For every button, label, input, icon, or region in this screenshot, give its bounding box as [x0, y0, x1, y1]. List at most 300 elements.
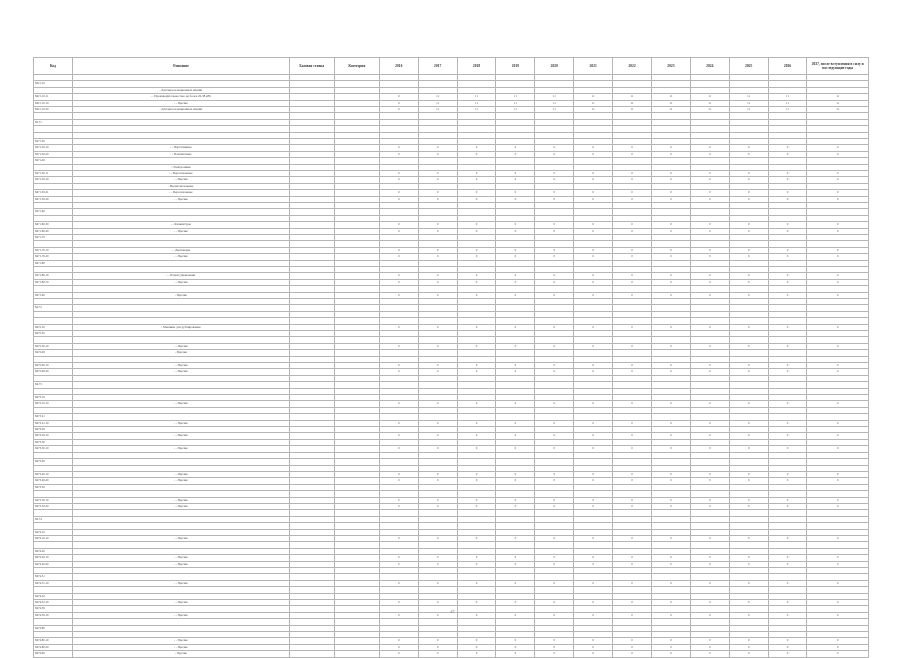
rate-cell: 0	[768, 478, 807, 484]
rate-cell: 0	[535, 433, 574, 439]
rate-cell: 0	[418, 273, 457, 279]
description-cell: - - Прочие	[72, 497, 289, 503]
rate-cell: 0	[690, 292, 729, 298]
rate-cell: 0	[574, 292, 613, 298]
rate-cell: 0	[729, 279, 768, 285]
rate-cell: 0	[690, 273, 729, 279]
rate-cell: 0	[418, 171, 457, 177]
rate-cell: 0	[729, 420, 768, 426]
table-header	[34, 58, 869, 75]
rate-cell: 0	[651, 401, 690, 407]
hs-code-cell: 8474.80	[34, 625, 73, 631]
rate-cell: 0	[574, 555, 613, 561]
hs-code-cell: 8471.90	[34, 292, 73, 298]
rate-cell: 0	[768, 343, 807, 349]
rate-cell: 0	[807, 503, 869, 509]
hs-code-cell: 8471.50.29	[34, 196, 73, 202]
rate-cell: 0	[418, 503, 457, 509]
rate-cell: 0	[457, 369, 496, 375]
rate-cell: 0	[768, 599, 807, 605]
rate-cell: 0	[613, 651, 652, 657]
hs-code-cell: 84.72	[34, 305, 73, 311]
rate-cell: 0	[418, 228, 457, 234]
header-year-2022: 2022	[613, 58, 652, 75]
rate-cell: 0	[729, 555, 768, 561]
rate-cell: 0	[651, 254, 690, 260]
rate-cell: 0	[574, 151, 613, 157]
rate-cell: 0	[418, 580, 457, 586]
rate-cell: 0	[418, 292, 457, 298]
rate-cell: 0	[574, 343, 613, 349]
header-year-2024: 2024	[690, 58, 729, 75]
rate-cell: 11	[457, 94, 496, 100]
rate-cell: 0	[418, 535, 457, 541]
rate-cell: 0	[496, 401, 535, 407]
rate-cell: 0	[729, 177, 768, 183]
rate-cell: 0	[496, 433, 535, 439]
rate-cell: 0	[496, 292, 535, 298]
rate-cell: 0	[768, 171, 807, 177]
hs-code-cell: 84.71	[34, 119, 73, 125]
rate-cell: 0	[379, 433, 418, 439]
hs-code-cell: 8473.30	[34, 439, 73, 445]
hs-code-cell: 8415.10.11	[34, 94, 73, 100]
hs-code-cell: 84.73	[34, 382, 73, 388]
rate-cell: 0	[496, 535, 535, 541]
hs-code-cell: 8471.40	[34, 158, 73, 164]
rate-cell: 0	[535, 478, 574, 484]
rate-cell: 0	[807, 535, 869, 541]
rate-cell: 0	[768, 433, 807, 439]
rate-cell: 0	[457, 363, 496, 369]
rate-cell: 0	[768, 145, 807, 151]
rate-cell: 0	[651, 292, 690, 298]
table-body	[34, 75, 869, 658]
rate-cell: 0	[457, 151, 496, 157]
rate-cell: 11	[496, 94, 535, 100]
description-cell: - - Прочие	[72, 644, 289, 650]
rate-cell: 0	[613, 478, 652, 484]
rate-cell: 0	[418, 446, 457, 452]
rate-cell: 0	[379, 343, 418, 349]
rate-cell: 0	[496, 279, 535, 285]
rate-cell: 0	[690, 555, 729, 561]
rate-cell: 0	[574, 651, 613, 657]
rate-cell	[289, 651, 334, 657]
tariff-schedule-table	[33, 57, 869, 658]
rate-cell: 11	[613, 100, 652, 106]
rate-cell: 0	[690, 363, 729, 369]
rate-cell: 0	[768, 228, 807, 234]
rate-cell: 0	[535, 638, 574, 644]
rate-cell: 0	[574, 369, 613, 375]
rate-cell: 0	[379, 612, 418, 618]
hs-code-cell: 8471.80.70	[34, 279, 73, 285]
rate-cell: 0	[574, 401, 613, 407]
hs-code-cell: 8474.32	[34, 593, 73, 599]
rate-cell: 0	[651, 369, 690, 375]
rate-cell: 0	[379, 446, 418, 452]
rate-cell: 0	[729, 638, 768, 644]
rate-cell: 0	[457, 580, 496, 586]
rate-cell: 11	[496, 107, 535, 113]
header-year-2018: 2018	[457, 58, 496, 75]
rate-cell: 0	[418, 369, 457, 375]
rate-cell: 11	[807, 107, 869, 113]
rate-cell: 0	[574, 279, 613, 285]
rate-cell: 0	[651, 612, 690, 618]
rate-cell: 0	[535, 612, 574, 618]
rate-cell: 0	[651, 644, 690, 650]
rate-cell: 0	[729, 497, 768, 503]
rate-cell: 0	[535, 171, 574, 177]
hs-code-cell: 8471.70.10	[34, 247, 73, 253]
rate-cell: 0	[496, 363, 535, 369]
rate-cell: 0	[807, 222, 869, 228]
rate-cell: 0	[768, 369, 807, 375]
rate-cell: 0	[768, 292, 807, 298]
rate-cell: 0	[379, 369, 418, 375]
rate-cell: 0	[613, 369, 652, 375]
hs-code-cell: 8473.50.20	[34, 503, 73, 509]
rate-cell: 0	[379, 580, 418, 586]
hs-code-cell: 8473.10.10	[34, 401, 73, 407]
rate-cell: 0	[457, 651, 496, 657]
rate-cell: 0	[574, 644, 613, 650]
rate-cell: 0	[690, 171, 729, 177]
rate-cell: 0	[457, 196, 496, 202]
rate-cell: 0	[729, 292, 768, 298]
rate-cell: 0	[496, 151, 535, 157]
rate-cell: 0	[729, 324, 768, 330]
description-cell: - - Производительностью не более 26,38 кВт	[72, 94, 289, 100]
rate-cell: 0	[651, 599, 690, 605]
rate-cell: 0	[613, 535, 652, 541]
hs-code-cell: 8471.60.30	[34, 222, 73, 228]
rate-cell: 0	[690, 580, 729, 586]
rate-cell: 0	[379, 196, 418, 202]
rate-cell: 0	[651, 446, 690, 452]
rate-cell: 0	[690, 612, 729, 618]
rate-cell: 0	[729, 478, 768, 484]
rate-cell: 0	[807, 497, 869, 503]
rate-cell: 0	[379, 497, 418, 503]
rate-cell: 0	[651, 555, 690, 561]
rate-cell: 0	[379, 420, 418, 426]
header-year-2023: 2023	[651, 58, 690, 75]
rate-cell: 0	[457, 433, 496, 439]
rate-cell: 0	[496, 638, 535, 644]
rate-cell: 0	[613, 247, 652, 253]
rate-cell: 0	[496, 177, 535, 183]
rate-cell: 0	[729, 254, 768, 260]
description-cell: - Для многосекционных машин	[72, 107, 289, 113]
rate-cell: 0	[768, 651, 807, 657]
rate-cell: 0	[690, 638, 729, 644]
rate-cell: 0	[807, 401, 869, 407]
rate-cell: 0	[379, 279, 418, 285]
rate-cell: 0	[457, 171, 496, 177]
rate-cell: 0	[379, 100, 418, 106]
rate-cell: 0	[729, 471, 768, 477]
rate-cell: 0	[496, 228, 535, 234]
rate-cell: 0	[535, 471, 574, 477]
rate-cell: 0	[613, 190, 652, 196]
rate-cell: 0	[496, 644, 535, 650]
description-cell: - - Персональные	[72, 171, 289, 177]
rate-cell: 0	[729, 401, 768, 407]
hs-code-cell: 84.74	[34, 516, 73, 522]
rate-cell: 0	[574, 145, 613, 151]
rate-cell: 0	[457, 535, 496, 541]
description-cell: - - Прочие	[72, 580, 289, 586]
rate-cell: 11	[768, 100, 807, 106]
rate-cell: 0	[807, 273, 869, 279]
page-number: 47	[450, 609, 455, 614]
rate-cell: 0	[807, 363, 869, 369]
rate-cell: 0	[418, 638, 457, 644]
rate-cell: 0	[807, 369, 869, 375]
rate-cell: 0	[651, 471, 690, 477]
rate-cell: 0	[496, 471, 535, 477]
rate-cell: 0	[535, 151, 574, 157]
rate-cell: 0	[690, 190, 729, 196]
rate-cell: 0	[651, 279, 690, 285]
hs-code-cell: 8471.80.10	[34, 273, 73, 279]
hs-code-cell: 8474.10.10	[34, 535, 73, 541]
hs-code-cell: 8472.90	[34, 350, 73, 356]
rate-cell: 0	[418, 279, 457, 285]
rate-cell: 0	[574, 254, 613, 260]
rate-cell: 0	[613, 292, 652, 298]
rate-cell: 0	[535, 580, 574, 586]
rate-cell: 0	[379, 254, 418, 260]
hs-code-cell: 8473.40	[34, 459, 73, 465]
rate-cell: 0	[379, 151, 418, 157]
rate-cell: 0	[379, 107, 418, 113]
rate-cell: 0	[574, 638, 613, 644]
rate-cell: 0	[807, 343, 869, 349]
rate-cell: 0	[807, 599, 869, 605]
rate-cell: 0	[768, 222, 807, 228]
rate-cell: 0	[457, 247, 496, 253]
rate-cell: 0	[768, 580, 807, 586]
rate-cell: 0	[613, 503, 652, 509]
rate-cell: 0	[379, 599, 418, 605]
rate-cell: 0	[690, 145, 729, 151]
rate-cell: 0	[379, 222, 418, 228]
rate-cell: 0	[496, 254, 535, 260]
hs-code-cell: 8474.39	[34, 606, 73, 612]
rate-cell: 0	[496, 247, 535, 253]
rate-cell: 0	[574, 446, 613, 452]
rate-cell: 0	[768, 535, 807, 541]
rate-cell: 0	[535, 420, 574, 426]
hs-code-cell: 8471.60	[34, 209, 73, 215]
hs-code-cell: 8473.10	[34, 395, 73, 401]
hs-code-cell: 8474.31.10	[34, 580, 73, 586]
hs-code-cell: 8473.29	[34, 427, 73, 433]
rate-cell: 0	[768, 254, 807, 260]
hs-code-cell: 8415.10.20	[34, 107, 73, 113]
rate-cell: 11	[613, 94, 652, 100]
rate-cell: 0	[690, 324, 729, 330]
rate-cell: 0	[651, 561, 690, 567]
rate-cell: 0	[457, 644, 496, 650]
rate-cell: 0	[613, 599, 652, 605]
rate-cell: 0	[729, 503, 768, 509]
rate-cell: 0	[535, 401, 574, 407]
rate-cell: 11	[651, 94, 690, 100]
description-cell: - - Прочие	[72, 446, 289, 452]
rate-cell: 0	[690, 343, 729, 349]
header-base-rate: Базовая ставка	[289, 58, 334, 75]
rate-cell: 0	[379, 555, 418, 561]
rate-cell: 11	[574, 94, 613, 100]
rate-cell: 0	[535, 254, 574, 260]
rate-cell: 0	[535, 446, 574, 452]
rate-cell: 0	[651, 420, 690, 426]
rate-cell: 0	[574, 420, 613, 426]
rate-cell: 11	[574, 100, 613, 106]
rate-cell: 0	[651, 171, 690, 177]
rate-cell: 0	[768, 190, 807, 196]
rate-cell: 0	[574, 273, 613, 279]
rate-cell: 0	[457, 420, 496, 426]
rate-cell: 0	[768, 471, 807, 477]
rate-cell: 0	[496, 222, 535, 228]
rate-cell: 0	[807, 561, 869, 567]
rate-cell: 0	[651, 478, 690, 484]
rate-cell: 0	[613, 171, 652, 177]
rate-cell: 0	[418, 247, 457, 253]
rate-cell: 0	[457, 177, 496, 183]
header-description: Описание	[72, 58, 289, 75]
rate-cell: 0	[418, 471, 457, 477]
rate-cell: 0	[574, 190, 613, 196]
rate-cell: 0	[418, 145, 457, 151]
rate-cell: 0	[574, 535, 613, 541]
rate-cell: 0	[651, 638, 690, 644]
rate-cell: 0	[496, 273, 535, 279]
description-cell: - Электронные	[72, 164, 289, 170]
rate-cell: 0	[729, 190, 768, 196]
rate-cell: 0	[651, 228, 690, 234]
description-cell: - Прочие	[72, 651, 289, 657]
rate-cell: 0	[379, 171, 418, 177]
rate-cell: 11	[418, 107, 457, 113]
rate-cell: 0	[807, 324, 869, 330]
hs-code-cell: 8471.30.10	[34, 145, 73, 151]
rate-cell: 0	[651, 363, 690, 369]
header-hs-code: Код	[34, 58, 73, 75]
rate-cell: 0	[768, 279, 807, 285]
rate-cell: 0	[457, 503, 496, 509]
rate-cell: 0	[535, 292, 574, 298]
description-cell: - Машины для дублирования	[72, 324, 289, 330]
rate-cell: 0	[457, 612, 496, 618]
rate-cell: 0	[535, 222, 574, 228]
rate-cell: 0	[613, 273, 652, 279]
rate-cell: 11	[807, 100, 869, 106]
rate-cell: 11	[768, 107, 807, 113]
rate-cell: 0	[690, 446, 729, 452]
rate-cell: 0	[613, 196, 652, 202]
header-year-2026: 2026	[768, 58, 807, 75]
hs-code-cell: 8473.50.10	[34, 497, 73, 503]
rate-cell: 0	[535, 535, 574, 541]
rate-cell: 0	[768, 363, 807, 369]
hs-code-cell: 8473.30.10	[34, 446, 73, 452]
rate-cell: 0	[613, 145, 652, 151]
rate-cell: 0	[768, 561, 807, 567]
rate-cell: 0	[379, 561, 418, 567]
rate-cell: 0	[768, 177, 807, 183]
rate-cell: 0	[807, 580, 869, 586]
rate-cell: 0	[651, 247, 690, 253]
rate-cell: 0	[807, 446, 869, 452]
rate-cell: 0	[807, 177, 869, 183]
rate-cell: 0	[807, 292, 869, 298]
hs-code-cell: 8473.40.20	[34, 478, 73, 484]
hs-code-cell: 8474.39.10	[34, 612, 73, 618]
rate-cell: 0	[613, 561, 652, 567]
rate-cell: 11	[535, 94, 574, 100]
rate-cell: 0	[729, 247, 768, 253]
rate-cell: 0	[729, 651, 768, 657]
hs-code-cell: 8415.10	[34, 81, 73, 87]
rate-cell: 0	[807, 228, 869, 234]
rate-cell: 0	[496, 190, 535, 196]
rate-cell: 0	[651, 324, 690, 330]
rate-cell: 0	[729, 561, 768, 567]
rate-cell: 0	[535, 651, 574, 657]
hs-code-cell: 8471.50.21	[34, 190, 73, 196]
rate-cell: 0	[379, 324, 418, 330]
rate-cell: 0	[613, 420, 652, 426]
rate-cell: 11	[729, 107, 768, 113]
rate-cell: 0	[651, 433, 690, 439]
rate-cell: 0	[379, 94, 418, 100]
hs-code-cell: 8474.10	[34, 529, 73, 535]
rate-cell: 0	[457, 324, 496, 330]
rate-cell: 0	[457, 273, 496, 279]
rate-cell: 0	[535, 324, 574, 330]
rate-cell: 0	[613, 401, 652, 407]
description-cell: - - Прочие	[72, 433, 289, 439]
rate-cell: 0	[807, 145, 869, 151]
description-cell: - Для многосекционных машин	[72, 87, 289, 93]
hs-code-cell: 8472.90.20	[34, 369, 73, 375]
hs-code-cell: 8471.50.19	[34, 177, 73, 183]
rate-cell: 0	[457, 478, 496, 484]
rate-cell: 0	[574, 228, 613, 234]
rate-cell: 0	[690, 503, 729, 509]
rate-cell: 0	[690, 497, 729, 503]
hs-code-cell: 8474.80.10	[34, 638, 73, 644]
rate-cell: 11	[418, 94, 457, 100]
description-cell: - - Прочие	[72, 599, 289, 605]
rate-cell: 0	[729, 446, 768, 452]
description-cell: - - Планшетные	[72, 151, 289, 157]
rate-cell: 0	[613, 433, 652, 439]
rate-cell: 0	[379, 503, 418, 509]
rate-cell: 0	[574, 478, 613, 484]
rate-cell: 0	[651, 651, 690, 657]
hs-code-cell: 8415.10.19	[34, 100, 73, 106]
rate-cell: 0	[807, 433, 869, 439]
rate-cell: 0	[690, 401, 729, 407]
